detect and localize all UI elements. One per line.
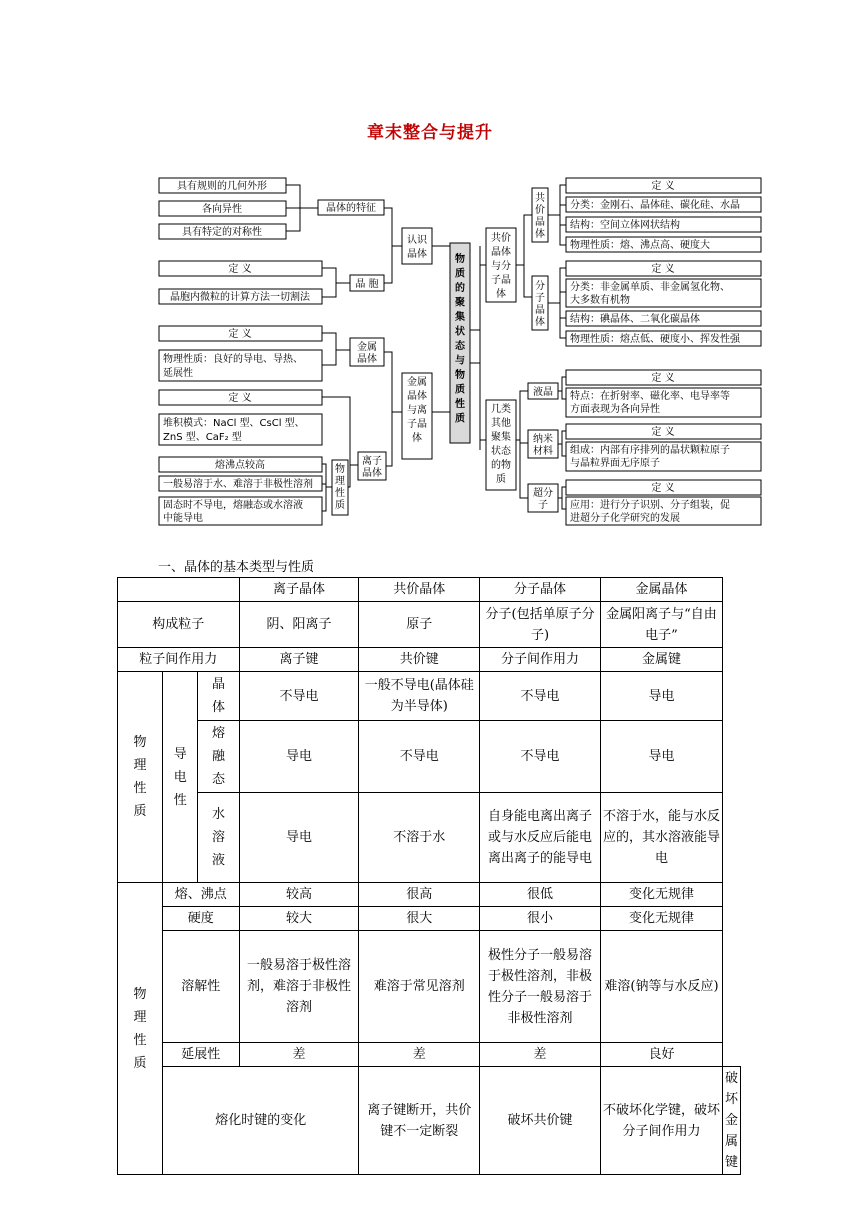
metal-prop-1: 物理性质：良好的导电、导热、 bbox=[163, 354, 303, 365]
feature-3: 具有特定的对称性 bbox=[182, 227, 262, 238]
unit-cell-calc: 晶胞内微粒的计算方法一切割法 bbox=[170, 292, 310, 303]
supra-app-1: 应用：进行分子识别、分子组装，促 bbox=[570, 500, 730, 511]
table-cell: 不导电 bbox=[480, 672, 601, 721]
phys-prop-v2: 理 bbox=[335, 476, 345, 487]
phys-prop-v3: 性 bbox=[335, 488, 345, 499]
row-label: 延展性 bbox=[163, 1043, 240, 1067]
vertical-label-conductivity: 导 电 性 bbox=[163, 672, 198, 883]
table-header-row bbox=[118, 578, 741, 602]
table-row bbox=[118, 883, 741, 907]
ionic-prop-3: 固态时不导电，熔融态或水溶液 bbox=[163, 500, 303, 511]
ionic-stack-2: ZnS 型、CaF₂ 型 bbox=[163, 432, 242, 443]
table-row bbox=[118, 793, 741, 883]
table-cell: 不导电 bbox=[359, 721, 480, 793]
table-cell: 一般不导电(晶体硅为半导体) bbox=[359, 672, 480, 721]
os-6: 质 bbox=[496, 474, 506, 485]
feature-2: 各向异性 bbox=[202, 204, 242, 215]
supra-app-2: 进超分子化学研究的发展 bbox=[570, 513, 680, 524]
table-cell: 导电 bbox=[600, 672, 722, 721]
nano-1: 纳米 bbox=[533, 434, 553, 445]
supra-2: 子 bbox=[538, 500, 548, 511]
concept-map bbox=[0, 0, 860, 530]
mol-1: 分 bbox=[535, 281, 545, 292]
os-1: 几类 bbox=[491, 404, 511, 415]
table-row bbox=[118, 1067, 741, 1175]
liquid-crystal: 液晶 bbox=[533, 387, 553, 398]
table-cell: 一般易溶于极性溶剂，难溶于非极性溶剂 bbox=[239, 931, 359, 1043]
row-label: 构成粒子 bbox=[118, 602, 240, 648]
page-title: 章末整合与提升 bbox=[367, 123, 493, 143]
table-cell: 分子间作用力 bbox=[480, 648, 601, 672]
vertical-label-phys: 物 理 性 质 bbox=[118, 672, 163, 883]
table-cell: 共价键 bbox=[359, 648, 480, 672]
nano-comp-2: 与晶粒界面无序原子 bbox=[570, 458, 660, 469]
row-label: 熔化时键的变化 bbox=[163, 1067, 359, 1175]
header-cell: 离子晶体 bbox=[239, 578, 359, 602]
mi-2: 晶体 bbox=[407, 391, 427, 402]
lc-feat-2: 方面表现为各向异性 bbox=[570, 404, 660, 415]
mol-def: 定 义 bbox=[651, 264, 675, 275]
mol-class-2: 大多数有机物 bbox=[570, 295, 630, 306]
cov-struct: 结构：空间立体网状结构 bbox=[570, 220, 680, 231]
center-label: 物质的聚集状态与物质性质 bbox=[455, 254, 465, 425]
ionic-prop-2: 一般易溶于水、难溶于非极性溶剂 bbox=[163, 479, 313, 490]
ionic-prop-4: 中能导电 bbox=[163, 513, 203, 524]
table-cell: 导电 bbox=[600, 721, 722, 793]
table-cell: 很低 bbox=[480, 883, 601, 907]
nano-comp-1: 组成：内部有序排列的晶状颗粒原子 bbox=[570, 445, 730, 456]
table-row bbox=[118, 602, 741, 648]
crystal-types-table bbox=[117, 577, 741, 1175]
table-cell: 导电 bbox=[239, 793, 359, 883]
os-3: 聚集 bbox=[491, 432, 511, 443]
phys-prop-v1: 物 bbox=[335, 464, 345, 475]
mol-4: 体 bbox=[535, 317, 545, 328]
metal-prop-2: 延展性 bbox=[163, 368, 193, 379]
table-row bbox=[118, 672, 741, 721]
cov-1: 共 bbox=[535, 193, 545, 204]
lc-feat-1: 特点：在折射率、磁化率、电导率等 bbox=[570, 391, 730, 402]
cm-3: 与分 bbox=[491, 261, 511, 272]
sub-label-molten: 熔 融 态 bbox=[198, 721, 239, 793]
ionic-crystal-2: 晶体 bbox=[362, 468, 382, 479]
table-cell: 原子 bbox=[359, 602, 480, 648]
header-cell: 分子晶体 bbox=[480, 578, 601, 602]
sub-label-solid: 晶 体 bbox=[198, 672, 239, 721]
mi-1: 金属 bbox=[407, 377, 427, 388]
table-cell: 较大 bbox=[239, 907, 359, 931]
cm-1: 共价 bbox=[491, 233, 511, 244]
mi-5: 体 bbox=[412, 433, 422, 444]
ionic-def: 定 义 bbox=[228, 393, 252, 404]
table-cell: 金属键 bbox=[600, 648, 722, 672]
feature-1: 具有规则的几何外形 bbox=[177, 181, 267, 192]
table-row bbox=[118, 648, 741, 672]
os-5: 的物 bbox=[491, 460, 511, 471]
table-cell: 不溶于水，能与水反应的，其水溶液能导电 bbox=[600, 793, 722, 883]
table-cell: 破坏金属键 bbox=[722, 1067, 740, 1175]
unit-cell-def: 定 义 bbox=[228, 264, 252, 275]
mol-struct: 结构：碘晶体、二氧化碳晶体 bbox=[570, 314, 700, 325]
cm-4: 子晶 bbox=[491, 275, 511, 286]
table-cell: 很小 bbox=[480, 907, 601, 931]
table-row bbox=[118, 931, 741, 1043]
table-row bbox=[118, 721, 741, 793]
ionic-crystal-1: 离子 bbox=[362, 456, 382, 467]
cov-phys: 物理性质：熔、沸点高、硬度大 bbox=[570, 240, 710, 251]
table-cell: 离子键 bbox=[239, 648, 359, 672]
row-label: 硬度 bbox=[163, 907, 240, 931]
table-row bbox=[118, 1043, 741, 1067]
metal-def: 定 义 bbox=[228, 329, 252, 340]
table-cell: 差 bbox=[359, 1043, 480, 1067]
row-label: 溶解性 bbox=[163, 931, 240, 1043]
table-cell: 良好 bbox=[600, 1043, 722, 1067]
table-cell: 差 bbox=[239, 1043, 359, 1067]
header-cell: 共价晶体 bbox=[359, 578, 480, 602]
mol-phys: 物理性质：熔点低、硬度小、挥发性强 bbox=[570, 334, 740, 345]
recognize-crystal-1: 认识 bbox=[407, 235, 427, 246]
sub-label-aqueous: 水 溶 液 bbox=[198, 793, 239, 883]
cov-class: 分类：金刚石、晶体硅、碳化硅、水晶 bbox=[570, 200, 740, 211]
row-label: 粒子间作用力 bbox=[118, 648, 240, 672]
os-2: 其他 bbox=[491, 418, 511, 429]
os-4: 状态 bbox=[491, 446, 511, 457]
supra-def: 定 义 bbox=[651, 483, 675, 494]
table-cell: 不导电 bbox=[239, 672, 359, 721]
table-cell: 极性分子一般易溶于极性溶剂，非极性分子一般易溶于非极性溶剂 bbox=[480, 931, 601, 1043]
header-cell: 金属晶体 bbox=[600, 578, 722, 602]
table-cell: 阴、阳离子 bbox=[239, 602, 359, 648]
table-cell: 导电 bbox=[239, 721, 359, 793]
table-cell: 金属阳离子与“自由电子” bbox=[600, 602, 722, 648]
nano-def: 定 义 bbox=[651, 427, 675, 438]
table-cell: 较高 bbox=[239, 883, 359, 907]
table-cell: 变化无规律 bbox=[600, 907, 722, 931]
nano-2: 材料 bbox=[533, 446, 553, 457]
mi-3: 与离 bbox=[407, 405, 427, 416]
crystal-features: 晶体的特征 bbox=[326, 203, 376, 214]
table-cell: 难溶于常见溶剂 bbox=[359, 931, 480, 1043]
recognize-crystal-2: 晶体 bbox=[407, 249, 427, 260]
cm-2: 晶体 bbox=[491, 247, 511, 258]
table-cell: 差 bbox=[480, 1043, 601, 1067]
cov-2: 价 bbox=[535, 205, 545, 216]
phys-prop-v4: 质 bbox=[335, 500, 345, 511]
table-row bbox=[118, 907, 741, 931]
ionic-stack-1: 堆积模式：NaCl 型、CsCl 型、 bbox=[163, 418, 305, 429]
unit-cell: 晶 胞 bbox=[355, 279, 379, 290]
table-cell: 难溶(钠等与水反应) bbox=[600, 931, 722, 1043]
section-heading: 一、晶体的基本类型与性质 bbox=[158, 560, 315, 575]
cov-3: 晶 bbox=[535, 217, 545, 228]
cov-def: 定 义 bbox=[651, 181, 675, 192]
mol-2: 子 bbox=[535, 293, 545, 304]
table-cell: 破坏共价键 bbox=[480, 1067, 601, 1175]
mol-3: 晶 bbox=[535, 305, 545, 316]
supra-1: 超分 bbox=[533, 488, 553, 499]
table-cell: 很高 bbox=[359, 883, 480, 907]
table-cell: 离子键断开，共价键不一定断裂 bbox=[359, 1067, 480, 1175]
mol-class-1: 分类：非金属单质、非金属氢化物、 bbox=[570, 282, 730, 293]
cov-4: 体 bbox=[535, 229, 545, 240]
ionic-prop-1: 熔沸点较高 bbox=[215, 460, 265, 471]
metal-crystal-1: 金属 bbox=[357, 342, 377, 353]
table-cell: 分子(包括单原子分子) bbox=[480, 602, 601, 648]
table-cell: 不溶于水 bbox=[359, 793, 480, 883]
cm-5: 体 bbox=[496, 289, 506, 300]
table-cell: 不破坏化学键，破坏分子间作用力 bbox=[600, 1067, 722, 1175]
table-cell: 变化无规律 bbox=[600, 883, 722, 907]
table-cell: 不导电 bbox=[480, 721, 601, 793]
metal-crystal-2: 晶体 bbox=[357, 354, 377, 365]
lc-def: 定 义 bbox=[651, 373, 675, 384]
table-cell: 很大 bbox=[359, 907, 480, 931]
vertical-label-phys-2: 物 理 性 质 bbox=[118, 883, 163, 1175]
table-cell: 自身能电离出离子或与水反应后能电离出离子的能导电 bbox=[480, 793, 601, 883]
mi-4: 子晶 bbox=[407, 419, 427, 430]
row-label: 熔、沸点 bbox=[163, 883, 240, 907]
